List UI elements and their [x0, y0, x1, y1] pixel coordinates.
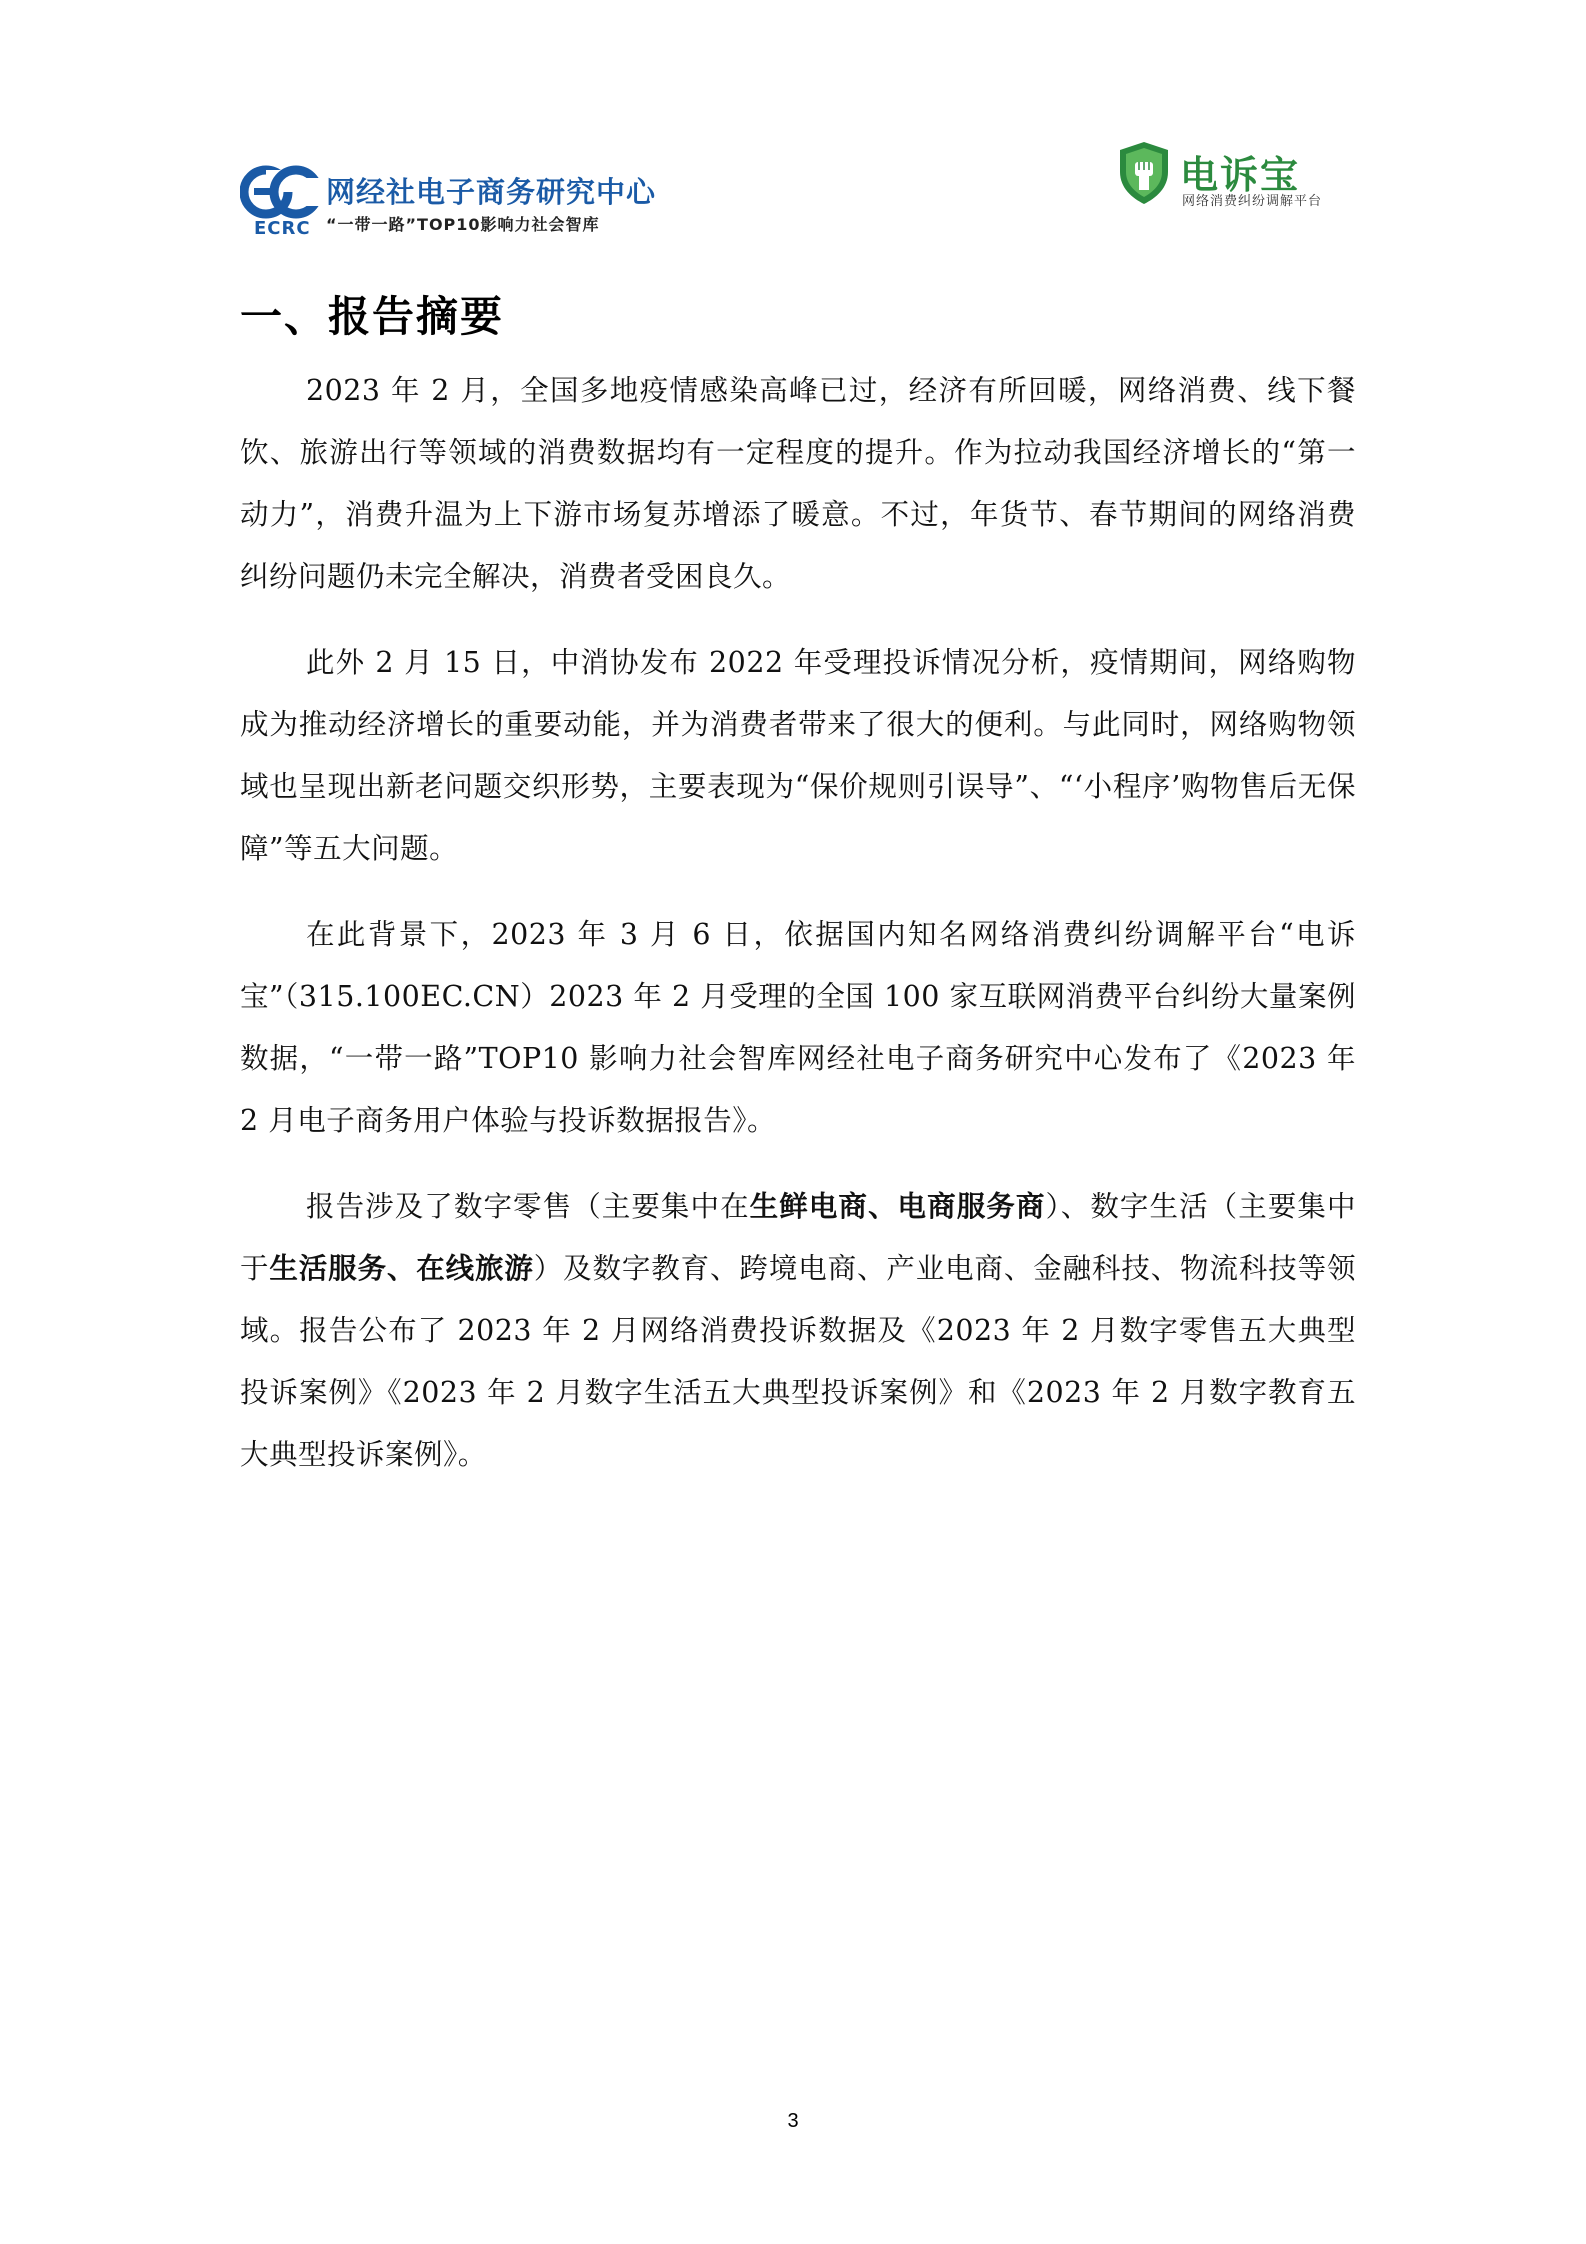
page-number: 3: [787, 2110, 799, 2132]
paragraph-4: [240, 1176, 1356, 1486]
paragraph-1: 2023 年 2 月，全国多地疫情感染高峰已过，经济有所回暖，网络消费、线下餐饮、旅游出行等领域的消费数据均有一定程度的提升。作为拉动我国经济增长的“第一动力”，消费升温为上下游市场复苏增添了暖意。不过，年货节、春节期间的网络消费纠纷问题仍未完全解决，消费者受困良久。: [240, 374, 1356, 593]
brand-subtitle: 网络消费纠纷调解平台: [1182, 194, 1323, 209]
section-title: 一、报告摘要: [240, 292, 505, 342]
paragraph-4-bold-1: 生鲜电商、电商服务商: [749, 1190, 1046, 1223]
body-content: [240, 360, 1356, 1510]
dianshubao-logo: [1116, 140, 1346, 210]
paragraph-2: 此外 2 月 15 日，中消协发布 2022 年受理投诉情况分析，疫情期间，网络购物成为推动经济增长的重要动能，并为消费者带来了很大的便利。与此同时，网络购物领域也呈现出新老问题交织形势，主要表现为“保价规则引误导”、“‘小程序’购物售后无保障”等五大问题。: [240, 646, 1356, 865]
paragraph-4-text-3: ）及数字教育、跨境电商、产业电商、金融科技、物流科技等领域。报告公布了 2023 年 2 月网络消费投诉数据及《2023 年 2 月数字零售五大典型投诉案例》《2023 年 2 月数字生活五大典型投诉案例》和《2023 年 2 月数字教育五大典型投诉案例》。: [240, 1252, 1356, 1471]
paragraph-4-text-2: ）、数字生活（主要集中于: [240, 1190, 1356, 1285]
ecrc-logo: [240, 162, 660, 246]
paragraph-3: 在此背景下，2023 年 3 月 6 日，依据国内知名网络消费纠纷调解平台“电诉宝”（315.100EC.CN）2023 年 2 月受理的全国 100 家互联网消费平台纠纷大量案例数据，“一带一路”TOP10 影响力社会智库网经社电子商务研究中心发布了《2023 年 2 月电子商务用户体验与投诉数据报告》。: [240, 918, 1356, 1137]
brand-name: 电诉宝: [1180, 153, 1301, 197]
shield-fist-icon: [1116, 140, 1172, 206]
org-name: 网经社电子商务研究中心: [326, 175, 657, 209]
paragraph-4-text-1: 报告涉及了数字零售（主要集中在: [306, 1190, 750, 1223]
org-tagline: “一带一路”TOP10影响力社会智库: [326, 215, 600, 234]
page-header: [0, 0, 1586, 240]
paragraph-4-bold-2: 生活服务、在线旅游: [269, 1252, 534, 1285]
ecrc-abbrev: ECRC: [254, 218, 311, 239]
